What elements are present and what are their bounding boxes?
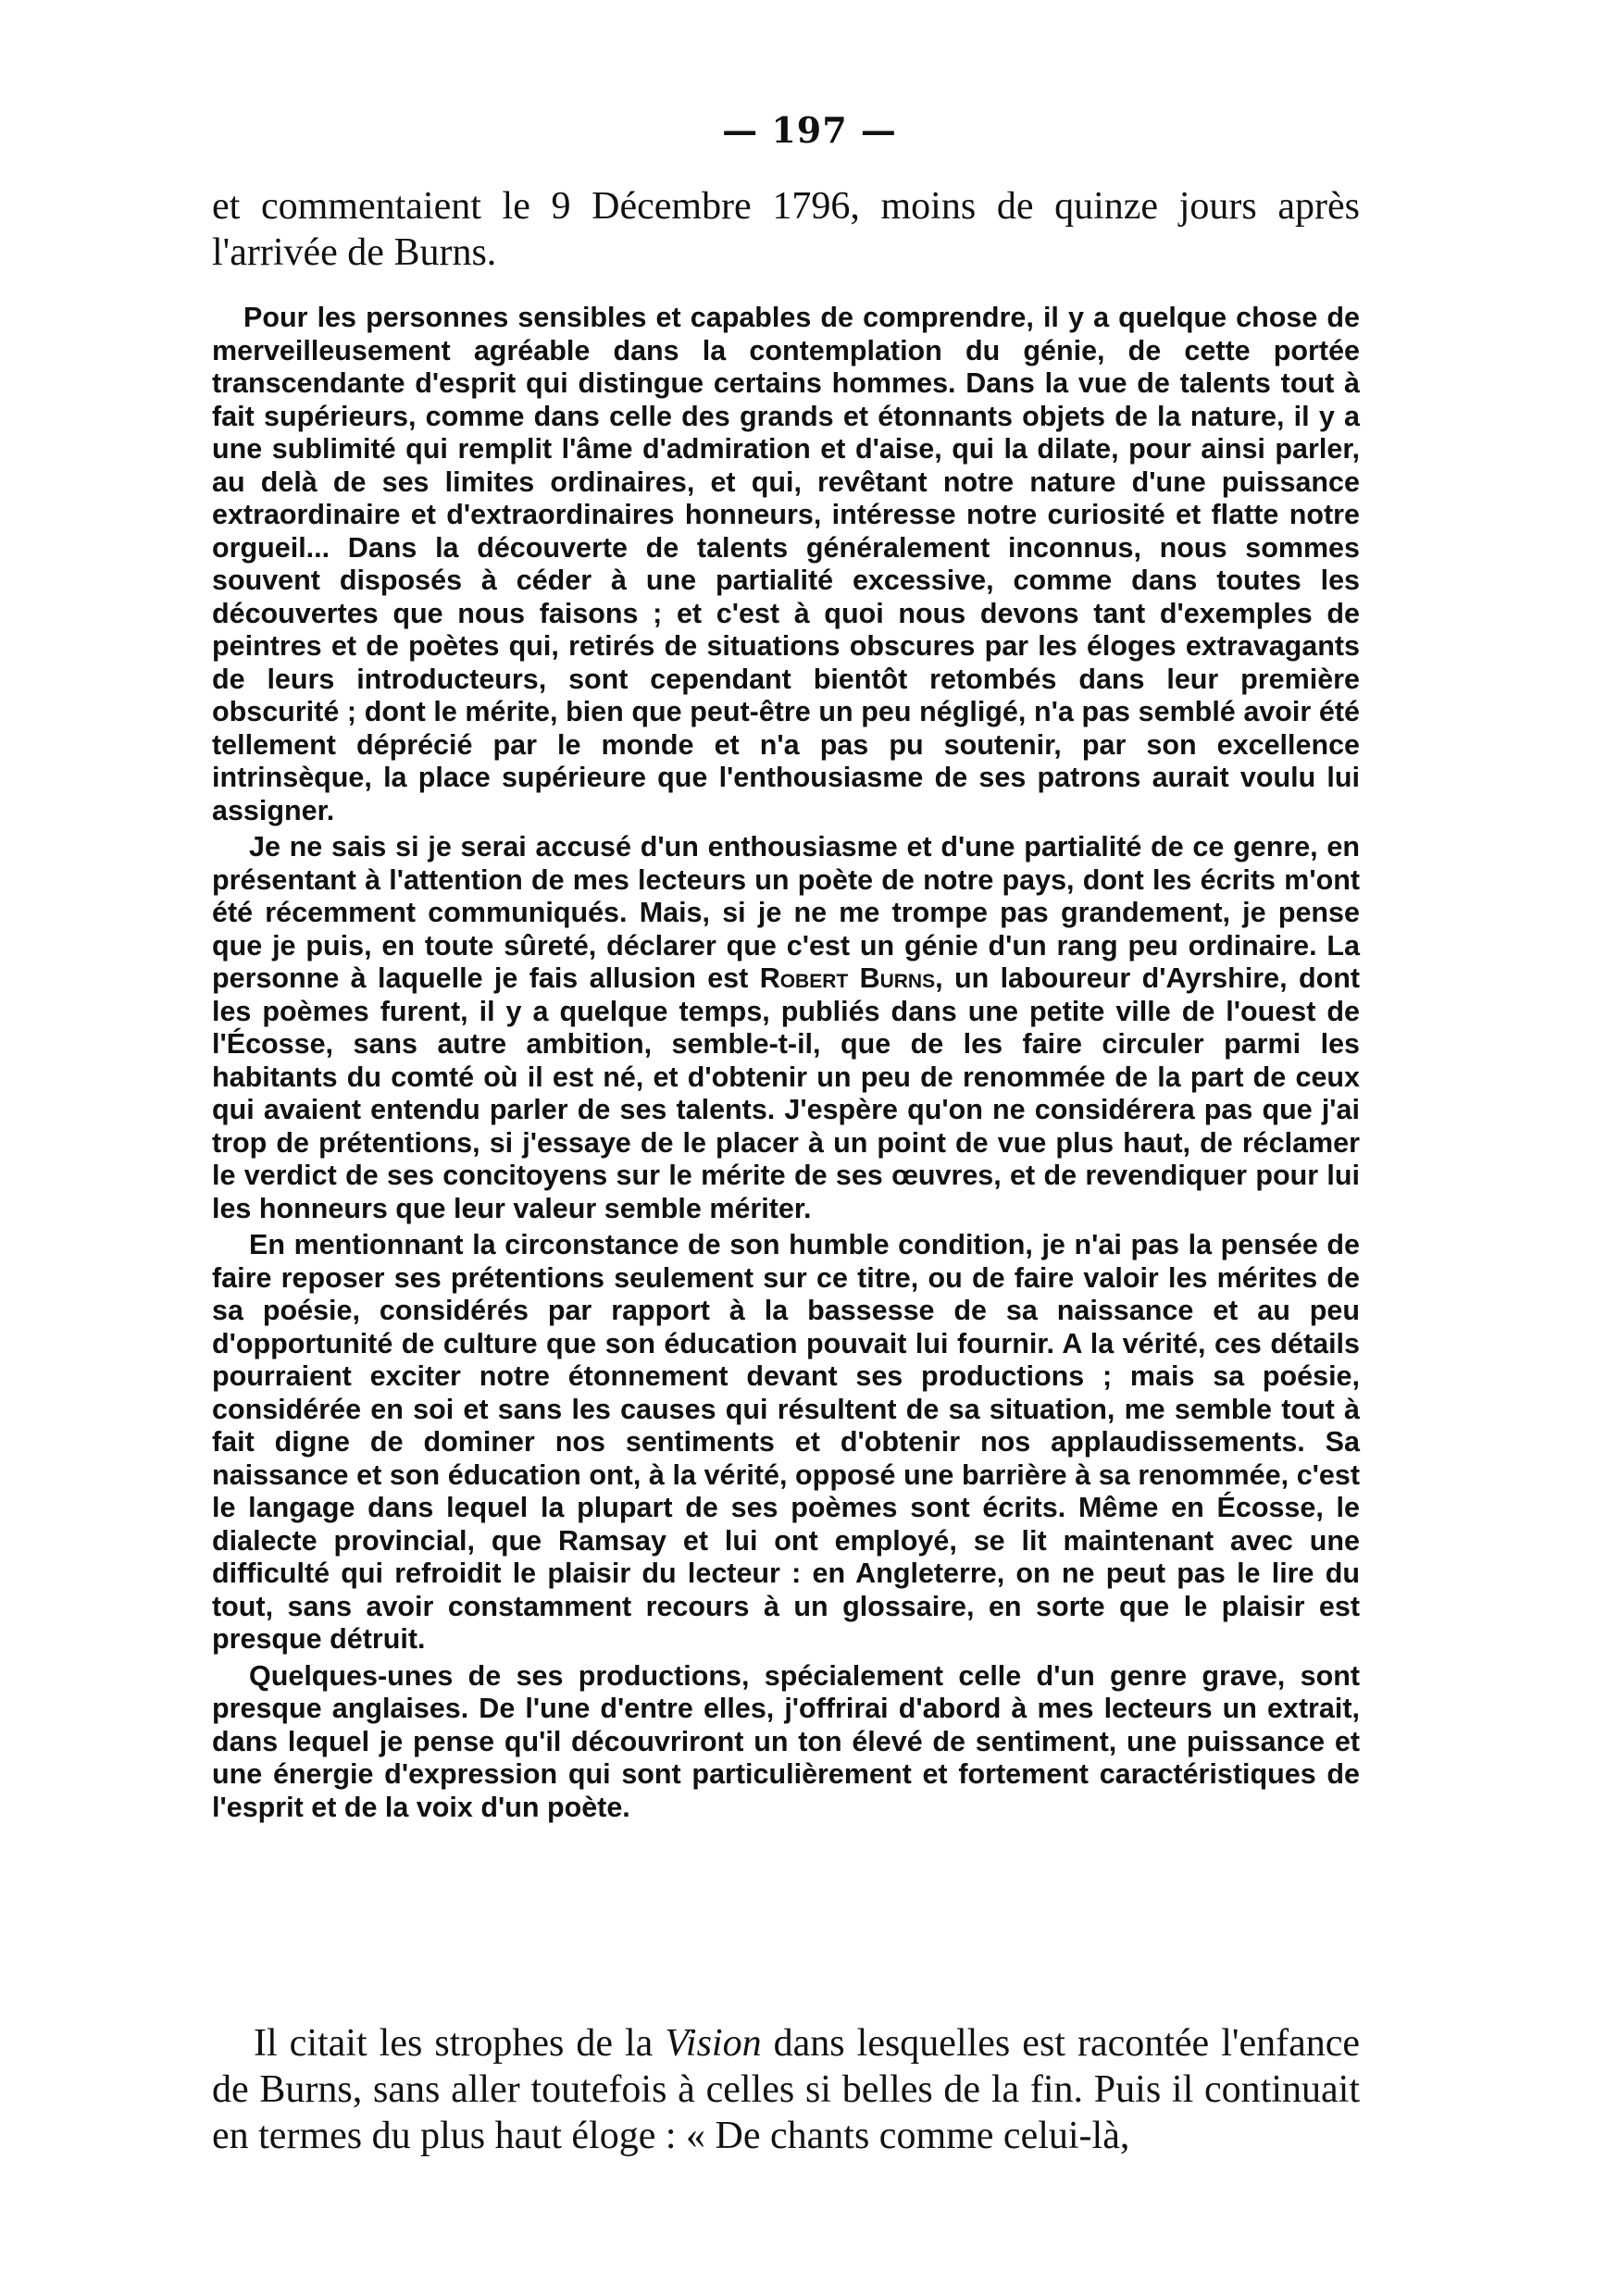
- closing-paragraph: [212, 2020, 1360, 2159]
- quote-paragraph-3: En mentionnant la circonstance de son humble condition, je n'ai pas la pensée de faire reposer ses prétentions seulement sur ce titre, ou de faire valoir les mérites de sa poésie, considérés par rapport à la bassesse de sa naissance et au peu d'opportunité de culture que son éducation pouvait lui fournir. A la vérité, ces détails pourraient exciter notre étonnement devant ses productions ; mais sa poésie, considérée en soi et sans les causes qui résultent de sa situation, me semble tout à fait digne de dominer nos sentiments et d'obtenir nos applaudissements. Sa naissance et son éducation ont, à la vérité, opposé une barrière à sa renommée, c'est le langage dans lequel la plupart de ses poèmes sont écrits. Même en Écosse, le dialecte provincial, que Ramsay et lui ont employé, se lit maintenant avec une difficulté qui refroidit le plaisir du lecteur : en Angleterre, on ne peut pas le lire du tout, sans avoir constamment recours à un glossaire, en sorte que le plaisir est presque détruit.: [212, 1229, 1360, 1655]
- opening-paragraph: et commentaient le 9 Décembre 1796, moins de quinze jours après l'arrivée de Burns.: [212, 185, 1360, 274]
- quote-paragraph-4: Quelques-unes de ses productions, spécialement celle d'un genre grave, sont presque anglaises. De l'une d'entre elles, j'offrirai d'abord à mes lecteurs un extrait, dans lequel je pense qu'il découvriront un ton élevé de sentiment, une puissance et une énergie d'expression qui sont particulièrement et fortement caractéristiques de l'esprit et de la voix d'un poète.: [212, 1659, 1360, 1823]
- poet-name: Robert Burns: [759, 962, 936, 994]
- closing-end: dans lesquelles est racontée l'enfance de Burns, sans aller toutefois à celles si belles de la fin. Puis il continuait en termes du plus haut éloge : « De chants comme celui-là,: [212, 2022, 1361, 2157]
- page-number: — 197 —: [722, 109, 897, 151]
- poem-title: Vision: [665, 2022, 762, 2065]
- quote-paragraph-2-start: Je ne sais si je serai accusé d'un enthousiasme et d'une partialité de ce genre, en présentant à l'attention de mes lecteurs un poète de notre pays, dont les écrits m'ont été récemment communiqués. Mais, si je ne me trompe pas grandement, je pense que je puis, en toute sûreté, déclarer que c'est un génie d'un rang peu ordinaire. La personne à laquelle je fais allusion est: [212, 831, 1360, 994]
- quoted-review: [212, 302, 1360, 1828]
- closing-start: Il citait les strophes de la: [254, 2022, 654, 2065]
- quote-paragraph-1: Pour les personnes sensibles et capables de comprendre, il y a quelque chose de merveilleusement agréable dans la contemplation du génie, de cette portée transcendante d'esprit qui distingue certains hommes. Dans la vue de talents tout à fait supérieurs, comme dans celle des grands et étonnants objets de la nature, il y a une sublimité qui remplit l'âme d'admiration et d'aise, qui la dilate, pour ainsi parler, au delà de ses limites ordinaires, et qui, revêtant notre nature d'une puissance extraordinaire et d'extraordinaires honneurs, intéresse notre curiosité et flatte notre orgueil... Dans la découverte de talents généralement inconnus, nous sommes souvent disposés à céder à une partialité excessive, comme dans toutes les découvertes que nous faisons ; et c'est à quoi nous devons tant d'exemples de peintres et de poètes qui, retirés de situations obscures par les éloges extravagants de leurs introducteurs, sont cependant bientôt retombés dans leur première obscurité ; dont le mérite, bien que peut-être un peu négligé, n'a pas semblé avoir été tellement déprécié par le monde et n'a pas pu soutenir, par son excellence intrinsèque, la place supérieure que l'enthousiasme de ses patrons aurait voulu lui assigner.: [212, 302, 1360, 826]
- quote-paragraph-2-end: , un laboureur d'Ayrshire, dont les poèmes furent, il y a quelque temps, publiés dans une petite ville de l'ouest de l'Écosse, sans autre ambition, semble-t-il, que de les faire circuler parmi les habitants du comté où il est né, et d'obtenir un peu de renommée de la part de ceux qui avaient entendu parler de ses talents. J'espère qu'on ne considérera pas que j'ai trop de prétentions, si j'essaye de le placer à un point de vue plus haut, de réclamer le verdict de ses concitoyens sur le mérite de ses œuvres, et de revendiquer pour lui les honneurs que leur valeur semble mériter.: [212, 962, 1360, 1224]
- quote-paragraph-2: [212, 831, 1360, 1225]
